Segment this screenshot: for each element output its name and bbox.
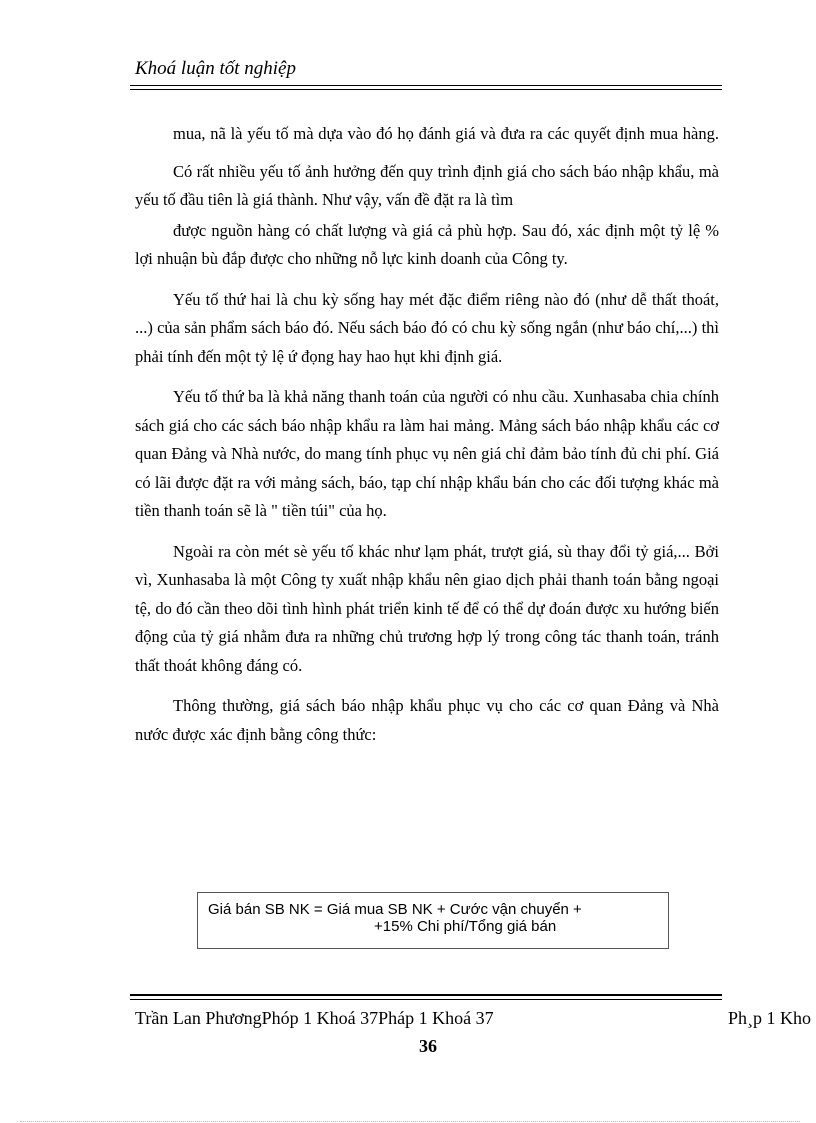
formula-box (197, 892, 669, 949)
footer-author: Trần Lan PhươngPhóp 1 Khoá 37Pháp 1 Khoá 37 (135, 1008, 494, 1028)
footer-rule-bottom (130, 999, 722, 1000)
header-rule-top (130, 85, 722, 86)
formula-line-2: +15% Chi phí/Tổng giá bán (374, 918, 557, 935)
header-title: Khoá luận tốt nghiệp (135, 58, 296, 79)
header-rule-bottom (130, 89, 722, 90)
page-number: 36 (419, 1036, 437, 1056)
footer-rule-top (130, 994, 722, 996)
paragraph-4: Yếu tố thứ hai là chu kỳ sống hay mét đặc điểm riêng nào đó (như dễ thất thoát, ...) của sản phẩm sách báo đó. Nếu sách báo đó có chu kỳ sống ngắn (như báo chí,...) thì phải tính đến một tỷ lệ ứ đọng hay hao hụt khi định giá. (135, 289, 719, 366)
paragraph-3: được nguồn hàng có chất lượng và giá cả phù hợp. Sau đó, xác định một tỷ lệ % lợi nhuận bù đắp được cho những nỗ lực kinh doanh của Công ty. (135, 220, 719, 268)
body-text (135, 120, 719, 761)
paragraph-5: Yếu tố thứ ba là khả năng thanh toán của người có nhu cầu. Xunhasaba chia chính sách giá cho các sách báo nhập khẩu ra làm hai mảng. Mảng sách báo nhập khẩu các cơ quan Đảng và Nhà nước, do mang tính phục vụ nên giá chỉ đảm bảo tính đủ chi phí. Giá có lãi được đặt ra với mảng sách, báo, tạp chí nhập khẩu bán cho các đối tượng khác mà tiền thanh toán sẽ là " tiền túi" của họ. (135, 387, 719, 520)
paragraph-2: Có rất nhiều yếu tố ảnh hưởng đến quy trình định giá cho sách báo nhập khẩu, mà yếu tố đầu tiên là giá thành. Như vậy, vấn đề đặt ra là tìm (135, 161, 719, 209)
paragraph-6: Ngoài ra còn mét sè yếu tố khác như lạm phát, trượt giá, sù thay đổi tỷ giá,... Bởi vì, Xunhasaba là một Công ty xuất nhập khẩu nên giao dịch phải thanh toán bằng ngoại tệ, do đó cần theo dõi tình hình phát triển kinh tế để có thể dự đoán được xu hướng biến động của tỷ giá nhằm đưa ra những chủ trương hợp lý trong công tác thanh toán, tránh thất thoát không đáng có. (135, 541, 719, 675)
paragraph-7: Thông thường, giá sách báo nhập khẩu phục vụ cho các cơ quan Đảng và Nhà nước được xác định bằng công thức: (135, 696, 719, 744)
footer-class: Ph¸p 1 Kho (728, 1008, 812, 1028)
page-bottom-divider (20, 1121, 800, 1122)
formula-line-1: Giá bán SB NK = Giá mua SB NK + Cước vận chuyển + (208, 901, 582, 918)
paragraph-1: mua, nã là yếu tố mà dựa vào đó họ đánh giá và đưa ra các quyết định mua hàng. (173, 124, 719, 143)
